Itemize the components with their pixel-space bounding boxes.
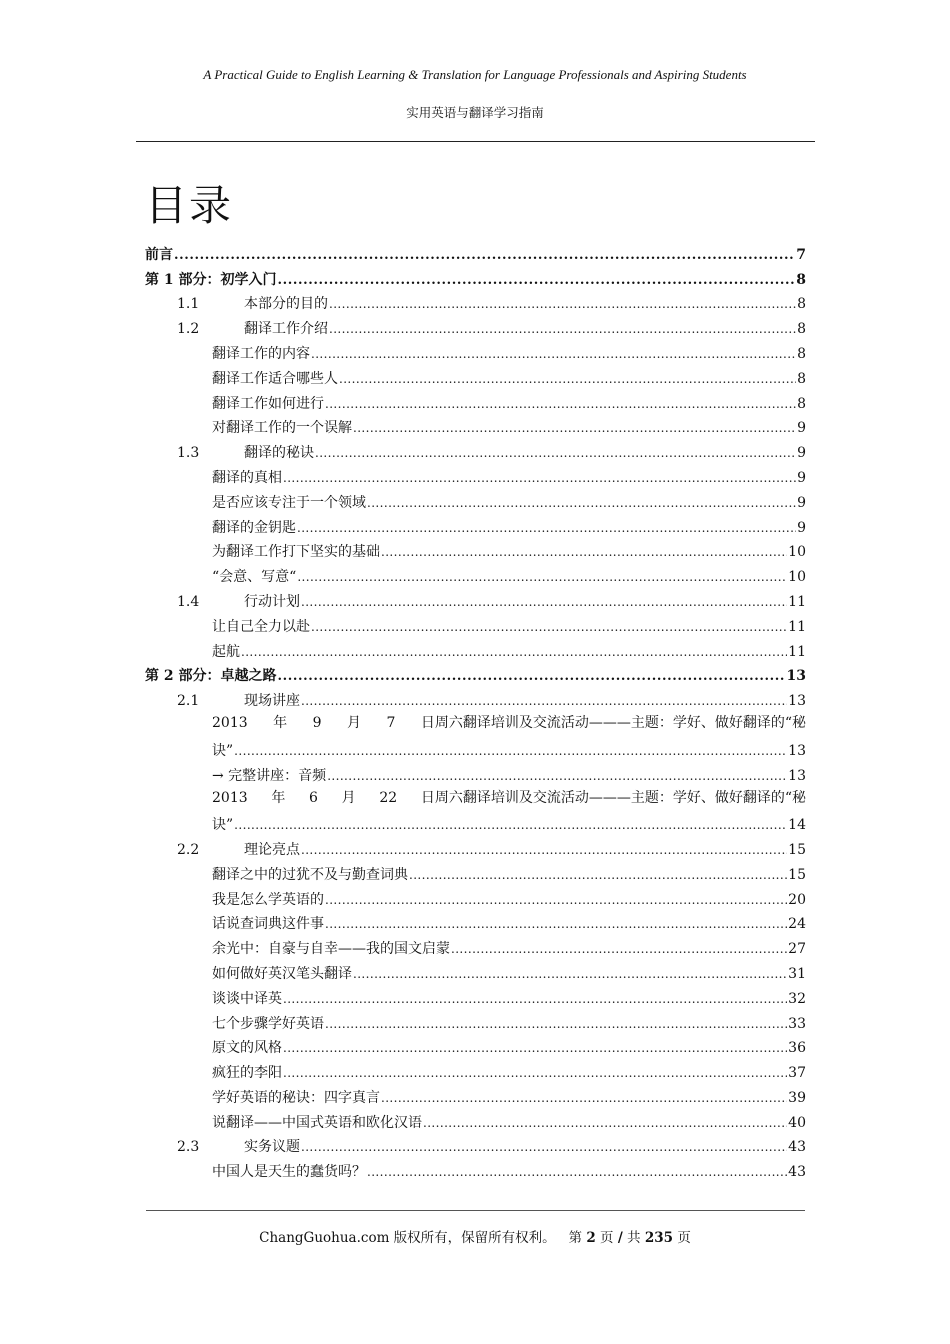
dot-leader	[367, 494, 796, 513]
toc-entry[interactable]	[145, 984, 806, 1009]
toc-entry[interactable]	[145, 1058, 806, 1083]
toc-entry-label: 是否应该专注于一个领域	[212, 494, 366, 511]
toc-entry-label: 起航	[212, 643, 240, 660]
toc-entry[interactable]	[145, 637, 806, 662]
footer-separator: /	[617, 1230, 623, 1246]
toc-page-number: 7	[796, 246, 806, 263]
footer-rights: 版权所有，保留所有权利。	[393, 1230, 556, 1246]
dot-leader	[451, 940, 787, 959]
dot-leader	[339, 370, 796, 389]
footer-divider	[146, 1210, 805, 1211]
toc-entry-label: 诀”	[212, 742, 234, 759]
dot-leader	[283, 469, 796, 488]
toc-entry-wrapped[interactable]	[145, 786, 806, 836]
toc-entry-label: → 完整讲座：音频	[212, 767, 327, 784]
dot-leader	[329, 295, 796, 314]
toc-entry-section-1-1[interactable]	[145, 290, 806, 315]
footer-current-page: 2	[586, 1230, 596, 1246]
toc-page-number: 11	[788, 643, 806, 660]
toc-entry-section-1-4[interactable]	[145, 587, 806, 612]
toc-entry-part-2[interactable]	[145, 662, 806, 687]
dot-leader	[311, 618, 787, 637]
toc-entry-label: 现场讲座	[244, 693, 300, 710]
toc-page-number: 8	[797, 395, 806, 412]
toc-page-number: 13	[786, 668, 806, 685]
wrapped-line-2	[212, 736, 806, 761]
toc-entry[interactable]	[145, 612, 806, 637]
toc-entry-label: 让自己全力以赴	[212, 618, 310, 635]
toc-page-number: 40	[788, 1114, 806, 1131]
dot-leader	[353, 965, 787, 984]
toc-page-number: 10	[788, 544, 806, 561]
toc-page-number: 9	[797, 494, 806, 511]
toc-entry[interactable]	[145, 959, 806, 984]
toc-page-number: 31	[788, 965, 806, 982]
dot-leader	[409, 866, 787, 885]
toc-entry[interactable]	[145, 414, 806, 439]
toc-entry-label: 翻译的秘诀	[244, 445, 314, 462]
section-number: 2.3	[177, 1139, 200, 1156]
dot-leader	[278, 667, 786, 686]
header-title-english: A Practical Guide to English Learning & Translation for Language Professionals and Aspiring Students	[203, 67, 747, 82]
toc-page-number: 13	[788, 767, 806, 784]
toc-page-number: 24	[788, 916, 806, 933]
toc-entry[interactable]	[145, 1083, 806, 1108]
dot-leader	[325, 891, 787, 910]
toc-page-number: 32	[788, 990, 806, 1007]
toc-entry-label: 为翻译工作打下坚实的基础	[212, 544, 380, 561]
toc-entry[interactable]	[145, 463, 806, 488]
toc-entry-label: 翻译工作的内容	[212, 345, 310, 362]
toc-entry-label: 余光中：自豪与自幸——我的国文启蒙	[212, 941, 450, 958]
toc-entry-label: 诀”	[212, 817, 234, 834]
toc-entry-preface[interactable]	[145, 240, 806, 265]
toc-entry-label: 话说查词典这件事	[212, 916, 324, 933]
dot-leader	[241, 643, 787, 662]
toc-page-number: 11	[788, 618, 806, 635]
section-number: 2.2	[177, 841, 200, 858]
toc-entry-section-1-3[interactable]	[145, 438, 806, 463]
dot-leader	[301, 1138, 787, 1157]
dot-leader	[329, 320, 796, 339]
toc-entry-label: 谈谈中译英	[212, 990, 282, 1007]
dot-leader	[315, 444, 796, 463]
toc-entry[interactable]	[145, 934, 806, 959]
toc-page-number: 14	[788, 817, 806, 834]
toc-entry-label: 七个步骤学好英语	[212, 1015, 324, 1032]
toc-entry-section-2-3[interactable]	[145, 1133, 806, 1158]
toc-entry-label: 如何做好英汉笔头翻译	[212, 965, 352, 982]
section-number: 1.1	[177, 296, 200, 313]
dot-leader	[234, 742, 787, 761]
toc-page-number: 9	[797, 519, 806, 536]
table-of-contents	[145, 240, 806, 1182]
footer-site: ChangGuohua.com	[259, 1230, 390, 1246]
toc-entry[interactable]	[145, 1034, 806, 1059]
dot-leader	[311, 345, 796, 364]
toc-entry-label: 理论亮点	[244, 841, 300, 858]
wrapped-line-1: 2013 年 9 月 7 日周六翻译培训及交流活动———主题：学好、做好翻译的“秘	[212, 715, 806, 732]
footer-total-unit: 页	[677, 1230, 691, 1246]
toc-entry-label: 原文的风格	[212, 1040, 282, 1057]
toc-entry-label: 本部分的目的	[244, 296, 328, 313]
toc-page-number: 43	[788, 1164, 806, 1181]
dot-leader	[297, 568, 787, 587]
toc-entry-label: 前言	[145, 246, 173, 263]
dot-leader	[283, 990, 787, 1009]
header-divider	[136, 141, 815, 142]
dot-leader	[301, 593, 787, 612]
toc-page-number: 11	[788, 593, 806, 610]
toc-entry-section-2-2[interactable]	[145, 835, 806, 860]
dot-leader	[325, 1015, 787, 1034]
toc-entry-label: 翻译之中的过犹不及与勤查词典	[212, 866, 408, 883]
toc-entry-section-2-1[interactable]	[145, 686, 806, 711]
toc-entry-label: 第 2 部分：卓越之路	[145, 668, 277, 685]
wrapped-line-2	[212, 810, 806, 835]
section-number: 1.2	[177, 321, 200, 338]
dot-leader	[325, 395, 796, 414]
toc-entry-label: 翻译工作介绍	[244, 321, 328, 338]
dot-leader	[278, 271, 796, 290]
toc-page-number: 37	[788, 1065, 806, 1082]
toc-page-number: 9	[797, 445, 806, 462]
toc-page-number: 8	[797, 345, 806, 362]
toc-entry[interactable]	[145, 513, 806, 538]
dot-leader	[301, 841, 787, 860]
toc-page-number: 39	[788, 1089, 806, 1106]
toc-entry-part-1[interactable]	[145, 265, 806, 290]
toc-page-number: 15	[788, 866, 806, 883]
dot-leader	[297, 519, 796, 538]
section-number: 2.1	[177, 693, 200, 710]
toc-entry[interactable]	[145, 885, 806, 910]
toc-page-number: 10	[788, 569, 806, 586]
toc-entry-label: 对翻译工作的一个误解	[212, 420, 352, 437]
toc-page-number: 9	[797, 420, 806, 437]
toc-entry[interactable]	[145, 1108, 806, 1133]
toc-page-number: 8	[797, 321, 806, 338]
toc-entry[interactable]	[145, 488, 806, 513]
toc-entry[interactable]	[145, 761, 806, 786]
toc-page-number: 13	[788, 742, 806, 759]
toc-entry-label: 翻译工作如何进行	[212, 395, 324, 412]
dot-leader	[353, 419, 796, 438]
toc-entry[interactable]	[145, 364, 806, 389]
footer-page-prefix: 第	[568, 1230, 583, 1246]
wrapped-line-1: 2013 年 6 月 22 日周六翻译培训及交流活动———主题：学好、做好翻译的“秘	[212, 789, 806, 806]
toc-entry[interactable]	[145, 860, 806, 885]
dot-leader	[325, 915, 787, 934]
toc-page-number: 8	[797, 296, 806, 313]
toc-entry-wrapped[interactable]	[145, 711, 806, 761]
toc-page-number: 15	[788, 841, 806, 858]
toc-entry-label: “会意、写意“	[212, 569, 297, 586]
toc-page-number: 13	[788, 693, 806, 710]
toc-entry[interactable]	[145, 1157, 806, 1182]
toc-entry-label: 说翻译——中国式英语和欧化汉语	[212, 1114, 422, 1131]
dot-leader	[327, 767, 787, 786]
dot-leader	[381, 1089, 787, 1108]
toc-page-number: 36	[788, 1040, 806, 1057]
toc-page-number: 27	[788, 941, 806, 958]
toc-entry[interactable]	[145, 389, 806, 414]
toc-entry[interactable]	[145, 1009, 806, 1034]
toc-entry-label: 翻译工作适合哪些人	[212, 370, 338, 387]
toc-entry-section-1-2[interactable]	[145, 314, 806, 339]
footer-total-pages: 235	[644, 1230, 674, 1246]
section-number: 1.3	[177, 445, 200, 462]
toc-entry[interactable]	[145, 339, 806, 364]
toc-entry-label: 翻译的真相	[212, 469, 282, 486]
dot-leader	[283, 1064, 787, 1083]
header-title-chinese: 实用英语与翻译学习指南	[406, 105, 544, 120]
toc-page-number: 8	[797, 370, 806, 387]
toc-heading: 目录	[145, 181, 234, 230]
section-number: 1.4	[177, 593, 200, 610]
toc-entry-label: 疯狂的李阳	[212, 1065, 282, 1082]
toc-entry-label: 中国人是天生的蠢货吗？	[212, 1164, 366, 1181]
dot-leader	[381, 543, 787, 562]
dot-leader	[423, 1114, 787, 1133]
toc-page-number: 43	[788, 1139, 806, 1156]
toc-page-number: 8	[796, 271, 806, 288]
dot-leader	[174, 246, 795, 265]
toc-page-number: 20	[788, 891, 806, 908]
footer-total-prefix: 共	[627, 1230, 641, 1246]
toc-entry-label: 第 1 部分：初学入门	[145, 271, 277, 288]
dot-leader	[283, 1039, 787, 1058]
dot-leader	[367, 1163, 787, 1182]
page-footer	[150, 1226, 800, 1246]
footer-page-unit: 页	[600, 1230, 614, 1246]
toc-entry-label: 行动计划	[244, 593, 300, 610]
toc-entry[interactable]	[145, 910, 806, 935]
toc-page-number: 33	[788, 1015, 806, 1032]
toc-entry[interactable]	[145, 538, 806, 563]
toc-entry[interactable]	[145, 562, 806, 587]
toc-entry-label: 翻译的金钥匙	[212, 519, 296, 536]
toc-entry-label: 实务议题	[244, 1139, 300, 1156]
toc-entry-label: 学好英语的秘诀：四字真言	[212, 1089, 380, 1106]
dot-leader	[301, 692, 787, 711]
toc-entry-label: 我是怎么学英语的	[212, 891, 324, 908]
dot-leader	[234, 816, 787, 835]
toc-page-number: 9	[797, 469, 806, 486]
